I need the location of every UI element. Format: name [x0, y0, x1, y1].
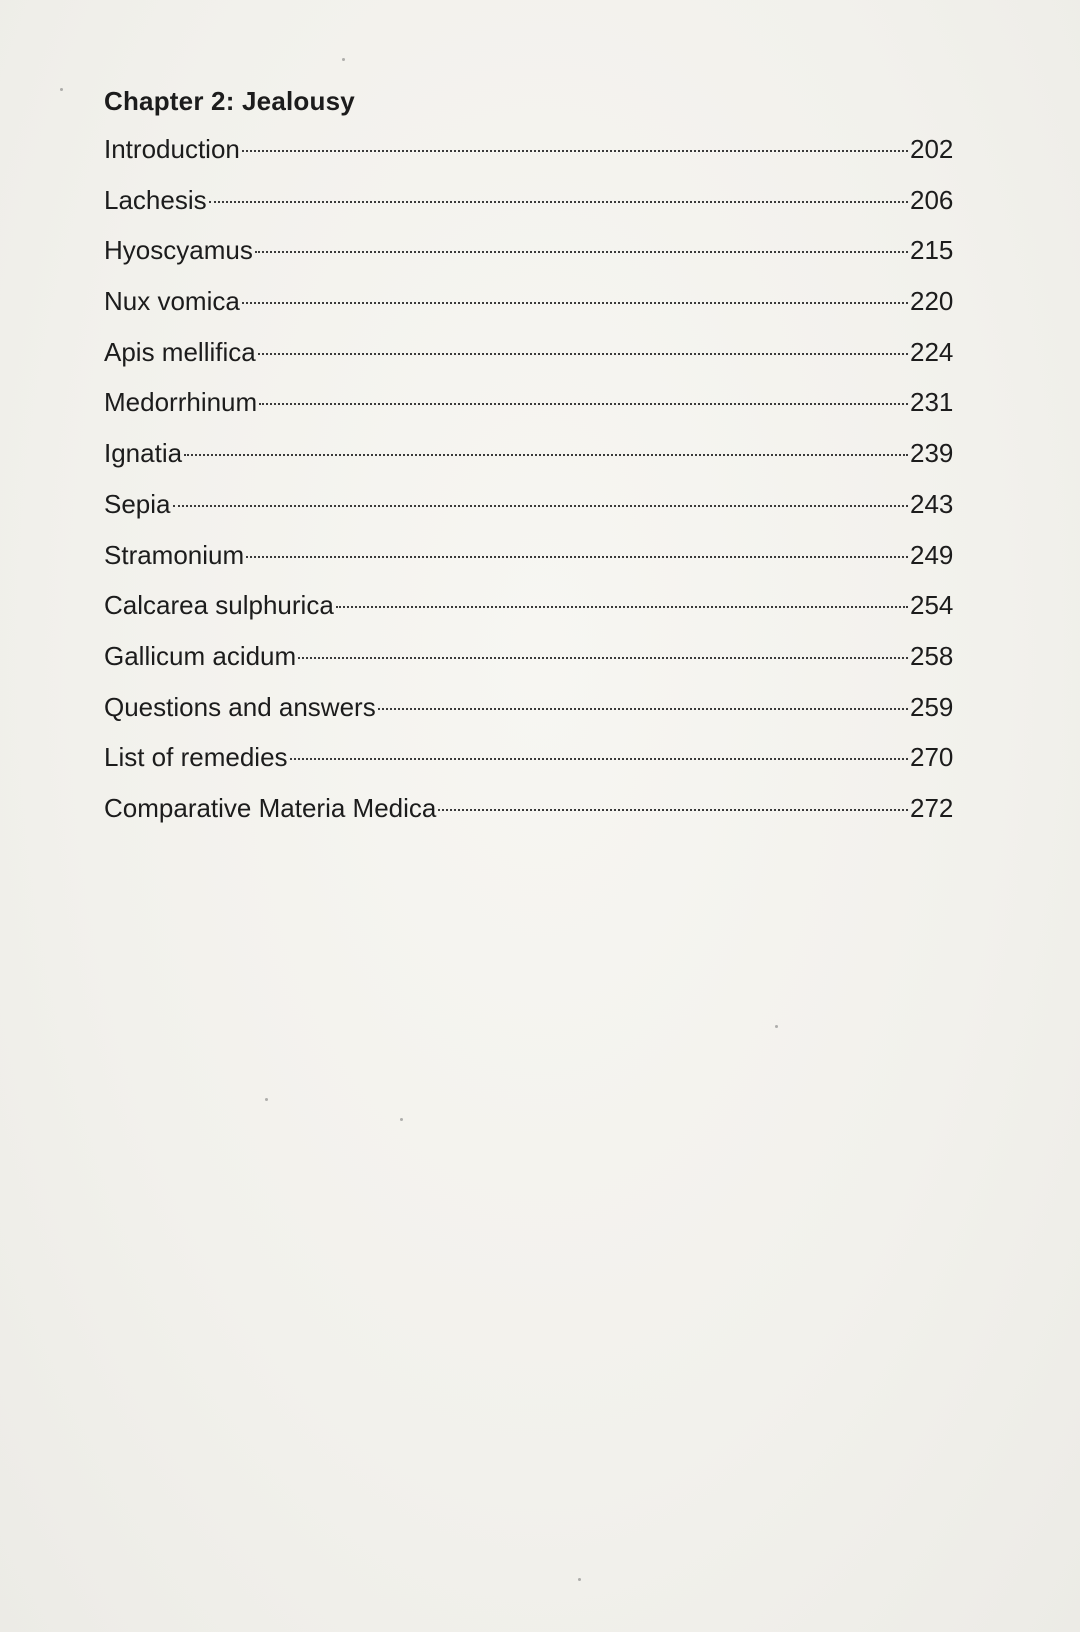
paper-speck	[60, 88, 63, 91]
paper-speck	[265, 1098, 268, 1101]
toc-entry-title: List of remedies	[104, 742, 288, 773]
toc-entry-page-number: 231	[910, 387, 954, 418]
toc-entry-title: Questions and answers	[104, 691, 376, 722]
toc-entry-title: Comparative Materia Medica	[104, 792, 437, 823]
toc-entry	[104, 791, 960, 842]
dot-leader	[378, 708, 908, 710]
toc-entry-title: Stramonium	[104, 539, 245, 570]
toc-entry	[104, 740, 960, 791]
toc-entry	[104, 132, 960, 183]
toc-entry-title: Lachesis	[104, 184, 207, 215]
toc-entry-title: Calcarea sulphurica	[104, 590, 334, 621]
table-of-contents	[104, 84, 960, 842]
toc-entry-title: Hyoscyamus	[104, 235, 253, 266]
paper-speck	[775, 1025, 778, 1028]
toc-entry	[104, 690, 960, 741]
dot-leader	[209, 201, 908, 203]
toc-entry-page-number: 249	[910, 539, 954, 570]
dot-leader	[290, 758, 908, 760]
toc-entry	[104, 538, 960, 589]
toc-entry-title: Medorrhinum	[104, 387, 258, 418]
toc-entry-page-number: 206	[910, 184, 954, 215]
toc-entry-page-number: 202	[910, 134, 954, 164]
toc-entry-page-number: 259	[910, 691, 954, 722]
dot-leader	[184, 454, 908, 456]
toc-entry	[104, 487, 960, 538]
toc-entry-page-number: 272	[910, 792, 954, 823]
dot-leader	[298, 657, 908, 659]
toc-entry	[104, 639, 960, 690]
toc-entry-page-number: 258	[910, 640, 954, 671]
dot-leader	[173, 505, 909, 507]
toc-entry	[104, 183, 960, 234]
toc-entry	[104, 233, 960, 284]
dot-leader	[255, 251, 908, 253]
dot-leader	[438, 809, 908, 811]
toc-entry-title: Nux vomica	[104, 286, 240, 317]
toc-entry-page-number: 254	[910, 590, 954, 621]
toc-entry	[104, 588, 960, 639]
toc-entry-title: Ignatia	[104, 438, 183, 469]
dot-leader	[246, 556, 908, 558]
toc-entry	[104, 436, 960, 487]
toc-entry-page-number: 243	[910, 488, 954, 519]
dot-leader	[336, 606, 908, 608]
paper-speck	[400, 1118, 403, 1121]
toc-entry-title: Gallicum acidum	[104, 640, 297, 671]
chapter-heading: Chapter 2: Jealousy	[104, 86, 355, 116]
toc-entry-page-number: 270	[910, 742, 954, 773]
toc-entry-title: Apis mellifica	[104, 336, 256, 367]
dot-leader	[242, 302, 908, 304]
toc-entry	[104, 335, 960, 386]
toc-entry-title: Sepia	[104, 488, 171, 519]
toc-entry-page-number: 224	[910, 336, 954, 367]
toc-entry-page-number: 215	[910, 235, 954, 266]
toc-entry-page-number: 220	[910, 286, 954, 317]
toc-entry-title: Introduction	[104, 134, 240, 164]
paper-speck	[578, 1578, 581, 1581]
toc-entry	[104, 284, 960, 335]
dot-leader	[258, 353, 908, 355]
paper-speck	[342, 58, 345, 61]
dot-leader	[259, 403, 908, 405]
toc-entry-page-number: 239	[910, 438, 954, 469]
toc-entry	[104, 385, 960, 436]
toc-entry-list	[104, 132, 960, 842]
dot-leader	[242, 150, 908, 152]
